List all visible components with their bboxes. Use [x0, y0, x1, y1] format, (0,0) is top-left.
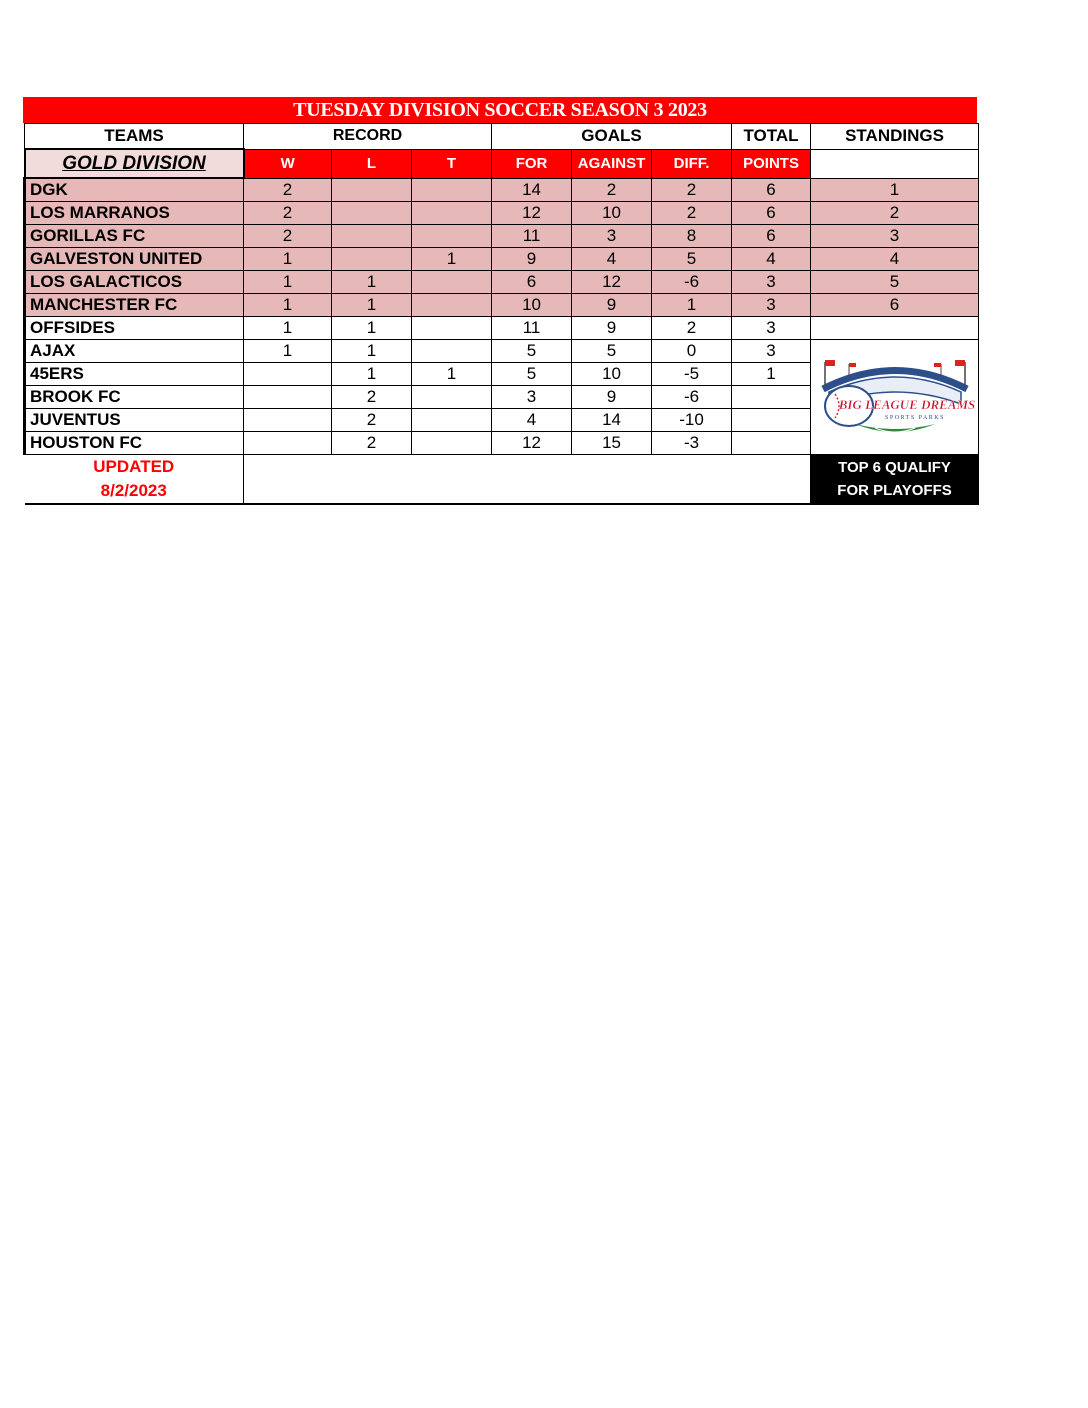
standings-sheet [23, 97, 977, 505]
wins-value: 1 [244, 248, 332, 271]
ties-value [412, 317, 492, 340]
wins-value: 2 [244, 178, 332, 202]
ties-value [412, 340, 492, 363]
goals-against-value: 15 [572, 432, 652, 455]
points-header: POINTS [732, 149, 811, 178]
losses-header: L [332, 149, 412, 178]
team-name: AJAX [25, 340, 244, 363]
losses-value: 1 [332, 294, 412, 317]
losses-value [332, 178, 412, 202]
goal-diff-value: 2 [652, 317, 732, 340]
team-name: 45ERS [25, 363, 244, 386]
standing-value: 2 [811, 202, 979, 225]
goal-diff-value: 1 [652, 294, 732, 317]
losses-value [332, 248, 412, 271]
goals-for-value: 3 [492, 386, 572, 409]
goal-diff-value: -10 [652, 409, 732, 432]
ties-value [412, 202, 492, 225]
ties-value [412, 225, 492, 248]
updated-note [25, 455, 244, 505]
wins-value: 1 [244, 340, 332, 363]
team-name: BROOK FC [25, 386, 244, 409]
wins-value [244, 409, 332, 432]
teams-header: TEAMS [25, 124, 244, 150]
losses-value [332, 202, 412, 225]
goals-for-value: 5 [492, 340, 572, 363]
goal-diff-value: -5 [652, 363, 732, 386]
header-row-groups [25, 124, 979, 150]
ties-value [412, 432, 492, 455]
team-name: MANCHESTER FC [25, 294, 244, 317]
goal-diff-value: 2 [652, 178, 732, 202]
header-row-columns [25, 149, 979, 178]
ties-value [412, 409, 492, 432]
team-name: OFFSIDES [25, 317, 244, 340]
wins-value [244, 432, 332, 455]
footer-row [25, 455, 979, 505]
goal-diff-value: 5 [652, 248, 732, 271]
standing-value: 6 [811, 294, 979, 317]
losses-value: 1 [332, 271, 412, 294]
ties-value [412, 271, 492, 294]
goals-against-value: 10 [572, 202, 652, 225]
losses-value: 2 [332, 409, 412, 432]
goals-for-value: 9 [492, 248, 572, 271]
standing-value: 5 [811, 271, 979, 294]
goals-against-value: 9 [572, 386, 652, 409]
points-value: 1 [732, 363, 811, 386]
goal-diff-value: -3 [652, 432, 732, 455]
ties-header: T [412, 149, 492, 178]
standing-value: 1 [811, 178, 979, 202]
standing-value: 4 [811, 248, 979, 271]
goals-for-value: 4 [492, 409, 572, 432]
updated-label: UPDATED [93, 457, 175, 476]
table-row [25, 225, 979, 248]
goal-diff-value: 2 [652, 202, 732, 225]
losses-value: 2 [332, 386, 412, 409]
goals-for-value: 12 [492, 432, 572, 455]
wins-value [244, 386, 332, 409]
goal-diff-value: 8 [652, 225, 732, 248]
footer-blank [244, 455, 811, 505]
goals-against-header: AGAINST [572, 149, 652, 178]
team-name: GALVESTON UNITED [25, 248, 244, 271]
table-row [25, 178, 979, 202]
wins-value [244, 363, 332, 386]
team-name: GORILLAS FC [25, 225, 244, 248]
record-header: RECORD [244, 124, 492, 150]
ties-value [412, 294, 492, 317]
standings-header: STANDINGS [811, 124, 979, 150]
losses-value: 1 [332, 317, 412, 340]
ties-value [412, 386, 492, 409]
logo-text: BIG LEAGUE DREAMS [838, 397, 975, 412]
team-name: HOUSTON FC [25, 432, 244, 455]
team-name: LOS GALACTICOS [25, 271, 244, 294]
goals-header: GOALS [492, 124, 732, 150]
table-row [25, 294, 979, 317]
wins-value: 2 [244, 225, 332, 248]
goals-against-value: 3 [572, 225, 652, 248]
goals-against-value: 2 [572, 178, 652, 202]
goals-against-value: 9 [572, 317, 652, 340]
qualify-line-1: TOP 6 QUALIFY [838, 459, 951, 476]
points-value: 3 [732, 317, 811, 340]
goals-for-value: 14 [492, 178, 572, 202]
standings-blank-header [811, 149, 979, 178]
goals-against-value: 9 [572, 294, 652, 317]
qualify-line-2: FOR PLAYOFFS [837, 482, 952, 499]
losses-value: 2 [332, 432, 412, 455]
goals-for-value: 5 [492, 363, 572, 386]
field-icon [855, 424, 935, 432]
points-value [732, 409, 811, 432]
logo-cell [811, 340, 979, 455]
table-row [25, 271, 979, 294]
points-value: 3 [732, 271, 811, 294]
standing-value: 3 [811, 225, 979, 248]
division-label: GOLD DIVISION [25, 149, 244, 178]
logo-subtext: SPORTS PARKS [884, 415, 945, 421]
points-value: 6 [732, 202, 811, 225]
table-row [25, 340, 979, 363]
goals-against-value: 12 [572, 271, 652, 294]
playoff-qualify-note [811, 455, 979, 505]
wins-value: 1 [244, 317, 332, 340]
goals-against-value: 5 [572, 340, 652, 363]
points-value: 3 [732, 294, 811, 317]
goals-against-value: 4 [572, 248, 652, 271]
points-value: 3 [732, 340, 811, 363]
goal-diff-value: -6 [652, 386, 732, 409]
team-name: LOS MARRANOS [25, 202, 244, 225]
goal-diff-header: DIFF. [652, 149, 732, 178]
ties-value [412, 178, 492, 202]
ties-value: 1 [412, 363, 492, 386]
team-name: DGK [25, 178, 244, 202]
goals-for-header: FOR [492, 149, 572, 178]
wins-value: 1 [244, 271, 332, 294]
standing-value [811, 317, 979, 340]
ties-value: 1 [412, 248, 492, 271]
team-name: JUVENTUS [25, 409, 244, 432]
total-header: TOTAL [732, 124, 811, 150]
goals-against-value: 14 [572, 409, 652, 432]
losses-value: 1 [332, 340, 412, 363]
points-value [732, 432, 811, 455]
goals-against-value: 10 [572, 363, 652, 386]
goals-for-value: 12 [492, 202, 572, 225]
big-league-dreams-logo [815, 344, 975, 444]
standings-table [23, 123, 979, 505]
wins-value: 2 [244, 202, 332, 225]
table-row [25, 248, 979, 271]
wins-header: W [244, 149, 332, 178]
table-row [25, 317, 979, 340]
wins-value: 1 [244, 294, 332, 317]
goal-diff-value: 0 [652, 340, 732, 363]
points-value: 6 [732, 178, 811, 202]
points-value [732, 386, 811, 409]
points-value: 4 [732, 248, 811, 271]
goal-diff-value: -6 [652, 271, 732, 294]
losses-value [332, 225, 412, 248]
sheet-title: TUESDAY DIVISION SOCCER SEASON 3 2023 [23, 97, 977, 123]
losses-value: 1 [332, 363, 412, 386]
goals-for-value: 6 [492, 271, 572, 294]
goals-for-value: 11 [492, 317, 572, 340]
goals-for-value: 10 [492, 294, 572, 317]
points-value: 6 [732, 225, 811, 248]
updated-date: 8/2/2023 [100, 481, 167, 500]
table-row [25, 202, 979, 225]
goals-for-value: 11 [492, 225, 572, 248]
